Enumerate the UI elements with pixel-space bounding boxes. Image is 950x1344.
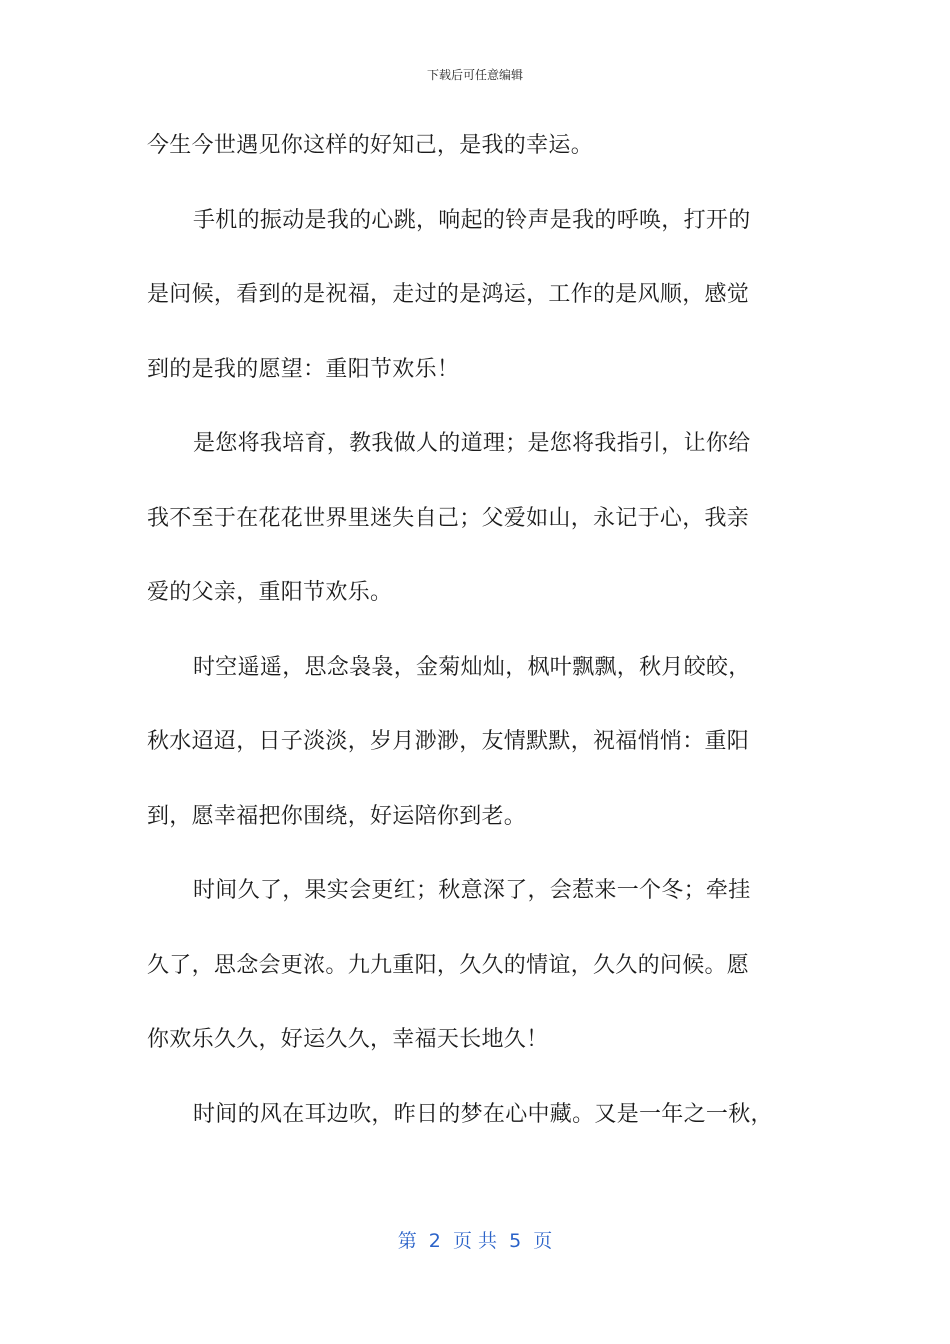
text-line: 时空遥遥，思念袅袅，金菊灿灿，枫叶飘飘，秋月皎皎，	[193, 654, 751, 680]
page-number-footer: 第 2 页 共 5 页	[397, 1230, 553, 1252]
text-line: 到的是我的愿望：重阳节欢乐！	[147, 356, 460, 382]
text-line: 秋水迢迢，日子淡淡，岁月渺渺，友情默默，祝福悄悄：重阳	[147, 729, 750, 754]
text-line: 是您将我培育，教我做人的道理；是您将我指引，让你给	[193, 431, 751, 456]
text-line: 是问候，看到的是祝福，走过的是鸿运，工作的是风顺，感觉	[147, 282, 750, 307]
text-line: 我不至于在花花世界里迷失自己；父爱如山，永记于心，我亲	[147, 505, 750, 531]
text-line: 时间久了，果实会更红；秋意深了，会惹来一个冬；牵挂	[193, 878, 751, 903]
text-line: 爱的父亲，重阳节欢乐。	[147, 580, 393, 605]
text-line: 久了，思念会更浓。九九重阳，久久的情谊，久久的问候。愿	[147, 952, 750, 978]
text-line: 你欢乐久久，好运久久，幸福天长地久！	[147, 1027, 549, 1052]
text-line: 手机的振动是我的心跳，响起的铃声是我的呼唤，打开的	[193, 207, 751, 233]
text-line: 到，愿幸福把你围绕，好运陪你到老。	[147, 803, 527, 829]
page-header: 下载后可任意编辑	[426, 68, 523, 82]
text-line: 今生今世遇见你这样的好知己，是我的幸运。	[147, 133, 594, 158]
text-line: 时间的风在耳边吹，昨日的梦在心中藏。又是一年之一秋，	[193, 1101, 773, 1127]
document-body	[147, 120, 807, 1163]
